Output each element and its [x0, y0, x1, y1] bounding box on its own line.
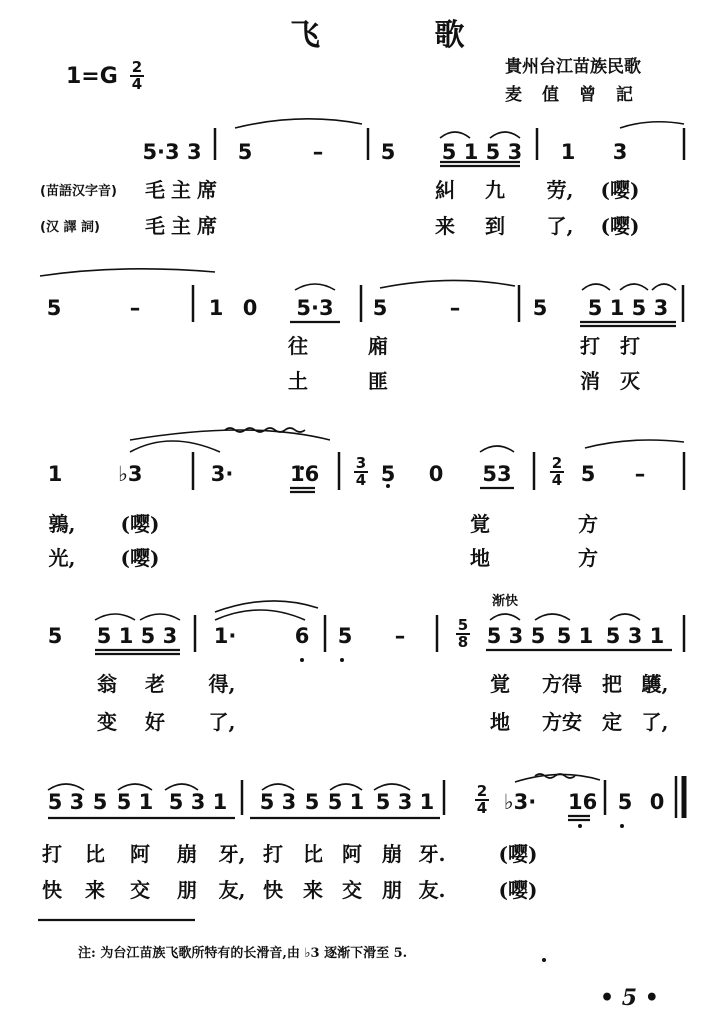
lyric: 打 [620, 334, 640, 358]
lyric: 灭 [620, 369, 640, 393]
note: 5 1 5 3 [441, 140, 523, 164]
note: 5 [92, 790, 108, 814]
lyric: 快 [42, 878, 62, 902]
time-change: 2 4 [551, 454, 563, 489]
tempo-mark: 渐快 [492, 594, 519, 609]
lyric: 劳, [546, 178, 574, 202]
note: 5 3 1 [375, 790, 435, 814]
lyric: 覚 [470, 512, 490, 536]
note: 1 [560, 140, 576, 164]
lyric: 土 [288, 369, 308, 393]
note: 53 [482, 462, 512, 486]
note: 5 [47, 624, 63, 648]
lyric: 匪 [368, 369, 388, 393]
note: 1 [47, 462, 63, 486]
time-change: 3 4 [355, 454, 367, 489]
note: 5 1 [116, 790, 154, 814]
lyric: 好 [145, 710, 165, 734]
lyric: 鶉, [48, 512, 76, 536]
lyric: 交 [342, 878, 362, 902]
time-signature: 2 4 [131, 58, 143, 93]
lyric: 毛主席 [145, 214, 223, 238]
note: 5 [372, 296, 388, 320]
note: 5·3 [296, 296, 334, 320]
note: 5 [617, 790, 633, 814]
note: 6 [294, 624, 310, 648]
song-title: 飞 歌 [290, 18, 517, 53]
song-origin: 貴州台江苗族民歌 [505, 57, 641, 77]
lyric: 覚 [490, 672, 510, 696]
time-change: 2 4 [476, 782, 488, 817]
note: 5 3 [47, 790, 85, 814]
lyric: 到 [485, 214, 505, 238]
lyric: 把 [602, 672, 622, 696]
note: 5 3 [259, 790, 297, 814]
note: – [312, 140, 324, 164]
note: 5 1 [556, 624, 594, 648]
lyric: 崩 [382, 842, 402, 866]
note: 0 [649, 790, 665, 814]
note: 1 [208, 296, 224, 320]
key-signature: 1=G [66, 64, 118, 89]
lyric: 老 [145, 672, 165, 696]
lyric: 光, [48, 546, 76, 570]
lyric: (嘤) [120, 512, 160, 536]
note: 5 [46, 296, 62, 320]
lyric: 了, [546, 214, 574, 238]
lyric: 打 [580, 334, 600, 358]
note: 16 [568, 790, 598, 814]
lyric: 牙, [218, 842, 246, 866]
lyric: 了, [208, 710, 236, 734]
note: 5 [304, 790, 320, 814]
note: – [634, 462, 646, 486]
lyric: 鸌, [641, 672, 669, 696]
note: 1· [213, 624, 237, 648]
lyric-line-label: (汉 譯 詞) [40, 220, 100, 235]
lyric: 方得 [542, 672, 582, 696]
lyric: 友, [218, 878, 246, 902]
note: – [449, 296, 461, 320]
lyric: 翁 [97, 672, 117, 696]
lyric: 来 [85, 878, 105, 902]
note: 5 1 5 3 [587, 296, 669, 320]
note: 5 1 [327, 790, 365, 814]
lyric: 往 [288, 334, 308, 358]
lyric: 快 [263, 878, 283, 902]
note: 5 [530, 624, 546, 648]
lyric: (嘤) [498, 842, 538, 866]
note: 5 3 1 [168, 790, 228, 814]
footnote: 注: 为台江苗族飞歌所特有的长滑音,由 ♭3 逐渐下滑至 5. [78, 946, 408, 961]
note: 5 [380, 462, 396, 486]
note: 3· [210, 462, 234, 486]
note: 5 [580, 462, 596, 486]
lyric: 定 [602, 710, 622, 734]
lyric: 地 [470, 546, 490, 570]
lyric: 变 [97, 710, 117, 734]
note: 3 [612, 140, 628, 164]
note: 5 [237, 140, 253, 164]
note: 0 [242, 296, 258, 320]
lyric: 得, [208, 672, 236, 696]
lyric: (嘤) [600, 178, 640, 202]
lyric: 比 [303, 842, 323, 866]
note: – [394, 624, 406, 648]
lyric: 毛主席 [145, 178, 223, 202]
note: 5 [380, 140, 396, 164]
lyric: 比 [85, 842, 105, 866]
note: 16 [290, 462, 320, 486]
song-recorder: 麦值曾記 [505, 85, 653, 105]
lyric: 交 [130, 878, 150, 902]
note: 5 [337, 624, 353, 648]
lyric: 消 [580, 369, 600, 393]
lyric-line-label: (苗語汉字音) [40, 184, 117, 199]
lyric: (嘤) [120, 546, 160, 570]
lyric: 廂 [368, 334, 388, 358]
lyric: 牙. [418, 842, 446, 866]
lyric: 阿 [342, 842, 362, 866]
time-change: 5 8 [457, 616, 469, 651]
lyric: 方安 [542, 710, 582, 734]
lyric: 方 [578, 546, 598, 570]
note: 5 3 1 [605, 624, 665, 648]
lyric: 友. [418, 878, 446, 902]
lyric: (嘤) [498, 878, 538, 902]
note: – [129, 296, 141, 320]
note: ♭3· [503, 790, 537, 814]
note: 5 1 5 3 [96, 624, 178, 648]
lyric: 了, [641, 710, 669, 734]
lyric: 打 [42, 842, 62, 866]
lyric: 方 [578, 512, 598, 536]
lyric: 打 [263, 842, 283, 866]
note: 5 [532, 296, 548, 320]
lyric: (嘤) [600, 214, 640, 238]
lyric: 地 [490, 710, 510, 734]
lyric: 崩 [177, 842, 197, 866]
page-number: • 5 • [600, 985, 659, 1011]
lyric: 朋 [177, 878, 197, 902]
lyric: 来 [435, 214, 455, 238]
lyric: 九 [485, 178, 505, 202]
note: 5·3 3 [142, 140, 202, 164]
lyric: 糾 [435, 178, 455, 202]
note: 5 3 [486, 624, 524, 648]
lyric: 来 [303, 878, 323, 902]
lyric: 阿 [130, 842, 150, 866]
lyric: 朋 [382, 878, 402, 902]
note: 0 [428, 462, 444, 486]
note: ♭3 [118, 462, 143, 486]
